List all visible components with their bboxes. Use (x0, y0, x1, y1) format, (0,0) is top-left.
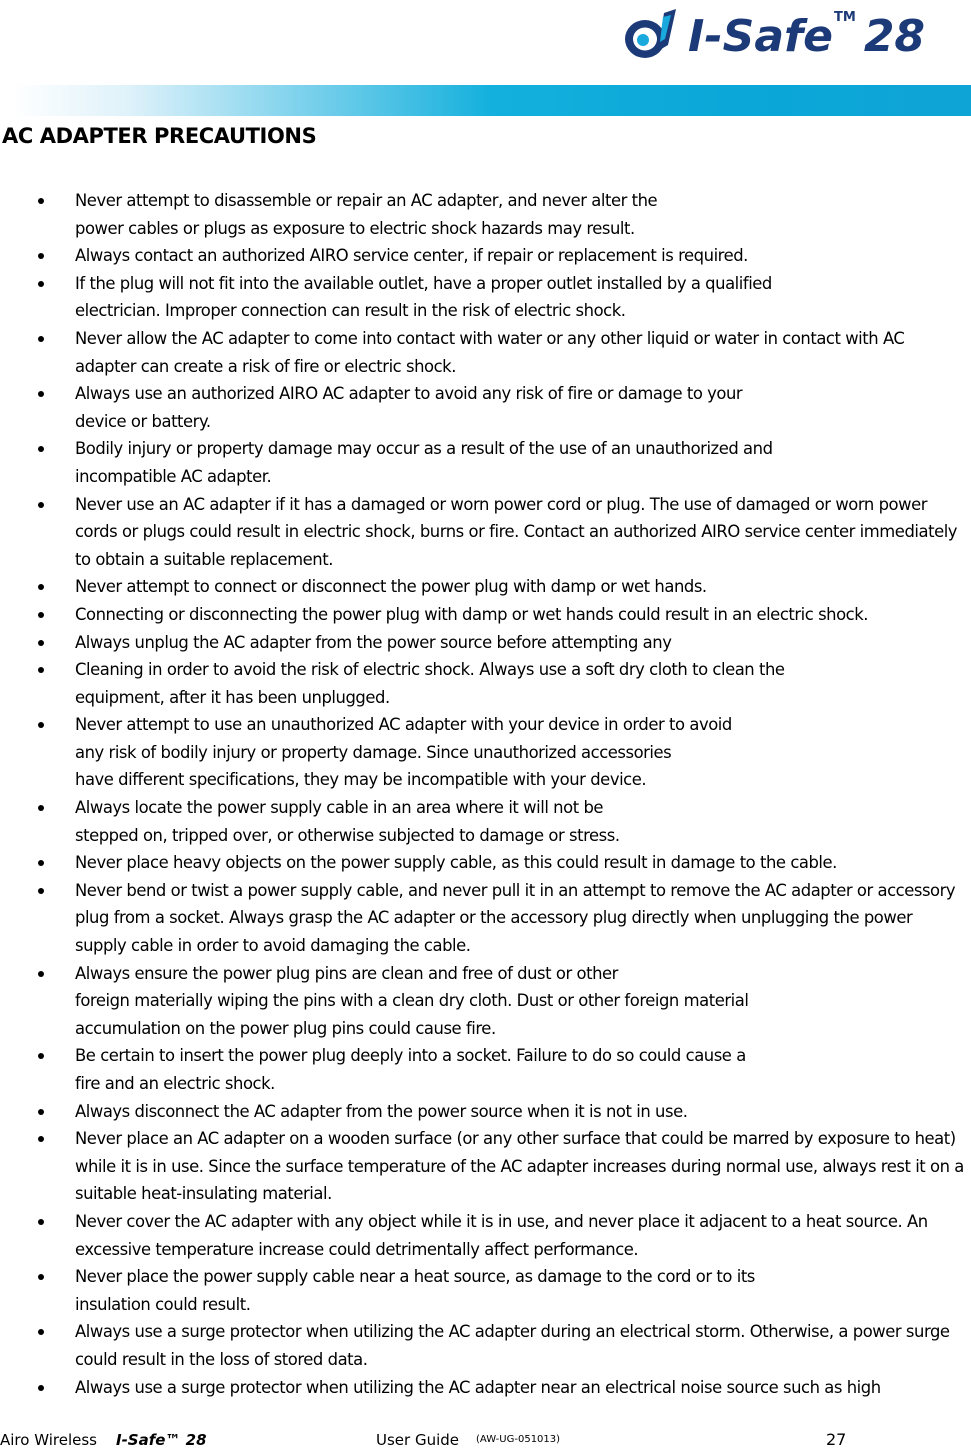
bullet-icon (38, 722, 44, 728)
list-item (0, 1098, 971, 1126)
page-number: 27 (826, 1430, 847, 1449)
list-item (0, 849, 971, 877)
footer-doc-code: (AW-UG-051013) (476, 1434, 561, 1445)
list-item (0, 629, 971, 657)
bullet-icon (38, 1329, 44, 1335)
list-item-text: Always use an authorized AIRO AC adapter to avoid any risk of fire or damage to your device or battery. (75, 384, 743, 431)
logo-number: 28 (863, 11, 926, 62)
bullet-icon (38, 1109, 44, 1115)
i-safe-logo-mark-icon (618, 7, 682, 67)
list-item-text: Never attempt to connect or disconnect the power plug with damp or wet hands. (75, 577, 707, 597)
list-item-text: Bodily injury or property damage may occur as a result of the use of an unauthorized and incompatible AC adapter. (75, 439, 773, 486)
list-item (0, 794, 971, 849)
list-item (0, 1318, 971, 1373)
bullet-icon (38, 971, 44, 977)
list-item (0, 711, 971, 794)
list-item-text: Always ensure the power plug pins are clean and free of dust or other foreign materially wiping the pins with a clean dry cloth. Dust or other foreign material accumulation on the power plug pins could cause fire. (75, 963, 749, 1038)
list-item-text: Never cover the AC adapter with any object while it is in use, and never place it adjacent to a heat source. An excessive temperature increase could detrimentally affect performance. (75, 1211, 928, 1259)
list-item-text: Be certain to insert the power plug deeply into a socket. Failure to do so could cause a fire and an electric shock. (75, 1046, 746, 1093)
list-item (0, 573, 971, 601)
bullet-icon (38, 860, 44, 866)
list-item (0, 1208, 971, 1263)
list-item-text: If the plug will not fit into the available outlet, have a proper outlet installed by a qualified electrician. Improper connection can result in the risk of electric shock. (75, 273, 772, 321)
list-item (0, 325, 971, 380)
list-item-text: Always locate the power supply cable in an area where it will not be stepped on, tripped over, or otherwise subjected to damage or stress. (75, 798, 620, 845)
bullet-icon (38, 1136, 44, 1142)
list-item (0, 380, 971, 435)
list-item (0, 491, 971, 574)
footer-company: Airo Wireless (0, 1431, 97, 1449)
list-item-text: Never place heavy objects on the power supply cable, as this could result in damage to the cable. (75, 853, 837, 873)
bullet-icon (38, 1053, 44, 1059)
bullet-icon (38, 640, 44, 646)
list-item-text: Never attempt to use an unauthorized AC adapter with your device in order to avoid any risk of bodily injury or property damage. Since unauthorized accessories have different specifications, they may be incompatible with your device. (75, 715, 732, 790)
list-item (0, 1263, 971, 1318)
list-item-text: Never use an AC adapter if it has a damaged or worn power cord or plug. The use of damaged or worn power cords or plugs could result in electric shock, burns or fire. Contact an authorized AIRO service center immediately to obtain a suitable replacement. (75, 494, 958, 569)
list-item-text: Never allow the AC adapter to come into contact with water or any other liquid or water in contact with AC adapter can create a risk of fire or electric shock. (75, 328, 905, 376)
list-item-text: Never attempt to disassemble or repair an AC adapter, and never alter the power cables or plugs as exposure to electric shock hazards may result. (75, 191, 658, 238)
list-item-text: Always use a surge protector when utilizing the AC adapter near an electrical noise source such as high (75, 1377, 881, 1397)
list-item-text: Connecting or disconnecting the power plug with damp or wet hands could result in an electric shock. (75, 604, 869, 624)
page-title: AC ADAPTER PRECAUTIONS (2, 124, 317, 148)
bullet-icon (38, 281, 44, 287)
list-item (0, 601, 971, 629)
bullet-icon (38, 1219, 44, 1225)
logo-wordmark (688, 7, 925, 67)
bullet-icon (38, 446, 44, 452)
list-item (0, 656, 971, 711)
bullet-icon (38, 336, 44, 342)
bullet-icon (38, 1274, 44, 1280)
bullet-icon (38, 888, 44, 894)
bullet-icon (38, 391, 44, 397)
list-item (0, 877, 971, 960)
list-item (0, 270, 971, 325)
list-item-text: Always contact an authorized AIRO service center, if repair or replacement is required. (75, 246, 748, 266)
list-item-text: Always unplug the AC adapter from the power source before attempting any (75, 632, 672, 652)
bullet-icon (38, 667, 44, 673)
bullet-icon (38, 612, 44, 618)
list-item-text: Never place an AC adapter on a wooden surface (or any other surface that could be marred by exposure to heat) while it is in use. Since the surface temperature of the AC adapter increases during normal use, always rest it on a suitable heat-insulating material. (75, 1129, 964, 1204)
logo-trademark: TM (834, 10, 856, 25)
list-item-text: Never bend or twist a power supply cable, and never pull it in an attempt to remove the AC adapter or accessory plug from a socket. Always grasp the AC adapter or the accessory plug directly when unplugging the power supply cable in order to avoid damaging the cable. (75, 880, 956, 956)
bullet-icon (38, 198, 44, 204)
header-gradient-bar (12, 85, 971, 116)
i-safe-logo (618, 6, 925, 68)
precautions-list (0, 187, 971, 1401)
bullet-icon (38, 805, 44, 811)
bullet-icon (38, 502, 44, 508)
list-item (0, 1374, 971, 1402)
footer-product: I-Safe™ 28 (116, 1431, 207, 1449)
list-item-text: Always disconnect the AC adapter from the power source when it is not in use. (75, 1101, 688, 1121)
page-header (0, 0, 971, 120)
footer-doc-label: User Guide (376, 1431, 460, 1449)
bullet-icon (38, 584, 44, 590)
list-item (0, 435, 971, 490)
list-item (0, 960, 971, 1043)
list-item-text: Always use a surge protector when utilizing the AC adapter during an electrical storm. Otherwise, a power surge could result in the loss of stored data. (75, 1322, 950, 1369)
list-item (0, 242, 971, 270)
list-item (0, 1042, 971, 1097)
logo-text: I-Safe (688, 11, 833, 62)
list-item-text: Never place the power supply cable near a heat source, as damage to the cord or to its insulation could result. (75, 1267, 755, 1314)
list-item (0, 1125, 971, 1208)
page-footer (0, 1428, 971, 1452)
list-item-text: Cleaning in order to avoid the risk of electric shock. Always use a soft dry cloth to clean the equipment, after it has been unplugged. (75, 660, 785, 707)
list-item (0, 187, 971, 242)
bullet-icon (38, 1385, 44, 1391)
bullet-icon (38, 253, 44, 259)
